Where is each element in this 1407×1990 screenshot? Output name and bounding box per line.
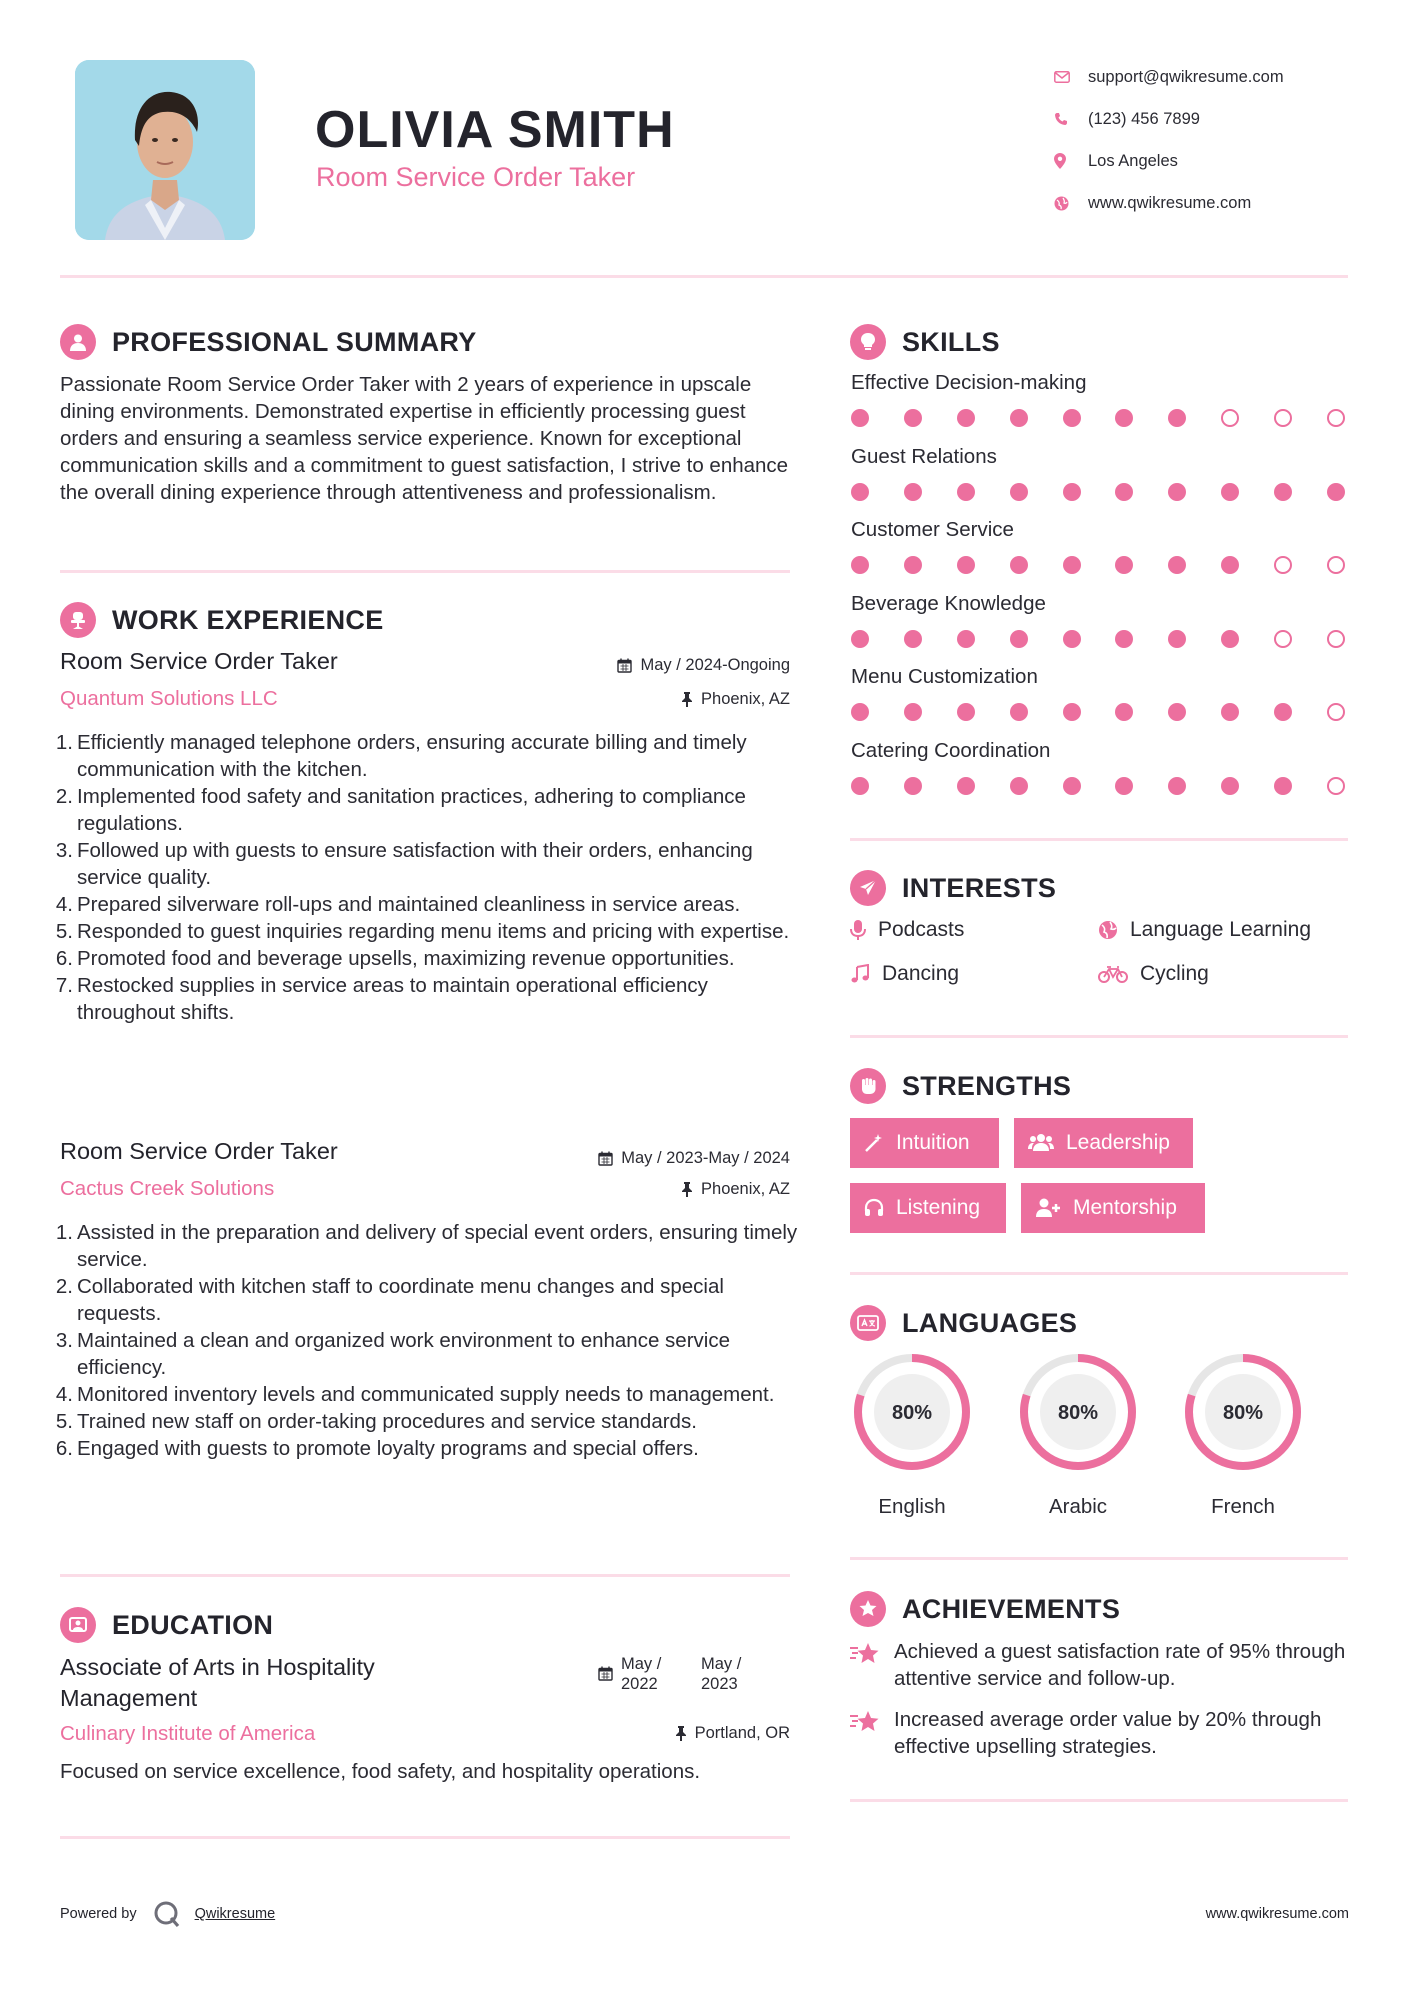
skills-heading bbox=[850, 324, 1000, 360]
rating-dot-filled bbox=[1221, 630, 1239, 648]
rating-dot-filled bbox=[1168, 777, 1186, 795]
summary-divider bbox=[60, 570, 790, 573]
skill-rating bbox=[851, 777, 1345, 795]
pushpin-icon bbox=[681, 1182, 693, 1197]
languages-list bbox=[850, 1350, 1350, 1520]
skill-name: Effective Decision-making bbox=[851, 371, 1087, 394]
skill-rating bbox=[851, 556, 1345, 574]
envelope-icon bbox=[1052, 71, 1088, 83]
rating-dot-empty bbox=[1327, 630, 1345, 648]
strengths-title: STRENGTHS bbox=[902, 1070, 1072, 1101]
interest-dancing: Dancing bbox=[850, 962, 959, 986]
rating-dot-filled bbox=[1063, 409, 1081, 427]
list-item: 5. Responded to guest inquiries regarding menu items and pricing with expertise. bbox=[55, 920, 790, 943]
rating-dot-empty bbox=[1274, 409, 1292, 427]
skill-row bbox=[851, 592, 1351, 666]
language-item bbox=[850, 1350, 974, 1519]
contact-website-text: www.qwikresume.com bbox=[1088, 193, 1252, 212]
education-end: May / 2023 bbox=[701, 1655, 742, 1693]
language-progress-ring bbox=[1181, 1350, 1305, 1474]
pushpin-icon bbox=[681, 692, 693, 707]
rating-dot-filled bbox=[1115, 630, 1133, 648]
job-2-list bbox=[55, 1219, 800, 1462]
calendar-icon bbox=[598, 1151, 613, 1166]
rating-dot-filled bbox=[1327, 483, 1345, 501]
rating-dot-filled bbox=[957, 703, 975, 721]
translate-icon bbox=[850, 1305, 886, 1341]
contact-email[interactable] bbox=[1052, 56, 1352, 98]
footer-powered bbox=[60, 1900, 275, 1928]
magic-wand-icon bbox=[864, 1133, 884, 1153]
rating-dot-filled bbox=[1010, 409, 1028, 427]
rating-dot-filled bbox=[1221, 556, 1239, 574]
rating-dot-filled bbox=[851, 409, 869, 427]
contact-list bbox=[1052, 56, 1352, 224]
strength-tag-intuition: Intuition bbox=[850, 1118, 999, 1168]
rating-dot-filled bbox=[1274, 483, 1292, 501]
rating-dot-filled bbox=[957, 777, 975, 795]
skill-rating bbox=[851, 630, 1345, 648]
rating-dot-filled bbox=[904, 556, 922, 574]
rating-dot-filled bbox=[1221, 483, 1239, 501]
skills-title: SKILLS bbox=[902, 326, 1000, 357]
achievement-item-1: Achieved a guest satisfaction rate of 95% through attentive service and follow-up. bbox=[850, 1638, 1350, 1692]
rating-dot-filled bbox=[1063, 483, 1081, 501]
rating-dot-filled bbox=[904, 483, 922, 501]
pushpin-icon bbox=[675, 1726, 687, 1741]
summary-text: Passionate Room Service Order Taker with 2 years of experience in upscale dining environments. Demonstrated expertise in efficiently processing guest orders and ensuring a seamless service experience. Known for exceptional communication skills and a commitment to guest satisfaction, I strive to enhance the overall dining experience through attentiveness and professionalism. bbox=[60, 373, 789, 504]
education-location bbox=[560, 1724, 790, 1743]
globe-icon bbox=[1098, 920, 1118, 940]
skill-name: Beverage Knowledge bbox=[851, 591, 1046, 615]
job-2-location bbox=[560, 1180, 790, 1199]
rating-dot-filled bbox=[957, 409, 975, 427]
language-percent: 80% bbox=[891, 1402, 933, 1424]
achievements-divider bbox=[850, 1799, 1348, 1802]
interests-title: INTERESTS bbox=[902, 872, 1057, 903]
fist-icon bbox=[850, 1068, 886, 1104]
rating-dot-filled bbox=[1010, 483, 1028, 501]
skills-list bbox=[851, 371, 1351, 812]
interest-language-learning: Language Learning bbox=[1098, 918, 1311, 942]
summary-title: PROFESSIONAL SUMMARY bbox=[112, 326, 477, 357]
user-icon bbox=[60, 324, 96, 360]
rating-dot-filled bbox=[1115, 777, 1133, 795]
rating-dot-filled bbox=[904, 777, 922, 795]
contact-phone-text: (123) 456 7899 bbox=[1088, 109, 1200, 128]
strength-tag-mentorship: Mentorship bbox=[1021, 1183, 1205, 1233]
interests-divider bbox=[850, 1035, 1348, 1038]
education-school: Culinary Institute of America bbox=[60, 1722, 316, 1745]
rating-dot-filled bbox=[1221, 777, 1239, 795]
contact-phone[interactable] bbox=[1052, 98, 1352, 140]
job-1-list bbox=[55, 729, 795, 1026]
skill-rating bbox=[851, 703, 1345, 721]
strength-tag-leadership: Leadership bbox=[1014, 1118, 1193, 1168]
languages-divider bbox=[850, 1557, 1348, 1560]
rating-dot-filled bbox=[957, 630, 975, 648]
language-percent: 80% bbox=[1057, 1402, 1099, 1424]
rating-dot-empty bbox=[1327, 409, 1345, 427]
job-2-company: Cactus Creek Solutions bbox=[60, 1177, 275, 1200]
skill-row bbox=[851, 371, 1351, 445]
chair-icon bbox=[60, 602, 96, 638]
list-item: 2. Collaborated with kitchen staff to coordinate menu changes and special requests. bbox=[55, 1275, 724, 1325]
calendar-icon bbox=[617, 658, 632, 673]
star-ribbon-icon bbox=[850, 1710, 880, 1734]
rating-dot-filled bbox=[851, 483, 869, 501]
rating-dot-empty bbox=[1327, 703, 1345, 721]
list-item: 1. Efficiently managed telephone orders, ensuring accurate billing and timely communication with the kitchen. bbox=[55, 731, 747, 781]
job-1-location-text: Phoenix, AZ bbox=[701, 690, 790, 708]
achievement-item-2: Increased average order value by 20% through effective upselling strategies. bbox=[850, 1706, 1350, 1760]
skill-rating bbox=[851, 483, 1345, 501]
skill-rating bbox=[851, 409, 1345, 427]
footer-url[interactable]: www.qwikresume.com bbox=[1205, 1906, 1349, 1922]
experience-heading bbox=[60, 602, 384, 638]
rating-dot-empty bbox=[1274, 556, 1292, 574]
list-item: 2. Implemented food safety and sanitation practices, adhering to compliance regulations. bbox=[55, 785, 746, 835]
candidate-role: Room Service Order Taker bbox=[316, 162, 636, 192]
contact-website[interactable] bbox=[1052, 182, 1352, 224]
skill-name: Menu Customization bbox=[851, 665, 1038, 688]
headphones-icon bbox=[864, 1198, 884, 1218]
education-title: EDUCATION bbox=[112, 1609, 274, 1640]
education-start: May / 2022 bbox=[621, 1655, 662, 1693]
languages-title: LANGUAGES bbox=[902, 1307, 1078, 1338]
job-2-location-text: Phoenix, AZ bbox=[701, 1180, 790, 1198]
strength-tag-listening: Listening bbox=[850, 1183, 1006, 1233]
skill-row bbox=[851, 445, 1351, 519]
strengths-divider bbox=[850, 1272, 1348, 1275]
rating-dot-filled bbox=[1115, 703, 1133, 721]
achievements-title: ACHIEVEMENTS bbox=[902, 1593, 1121, 1624]
strengths-heading bbox=[850, 1068, 1071, 1104]
rating-dot-filled bbox=[1168, 703, 1186, 721]
music-note-icon bbox=[850, 964, 870, 984]
rating-dot-filled bbox=[1063, 703, 1081, 721]
education-heading bbox=[60, 1607, 273, 1643]
language-name: French bbox=[1211, 1495, 1275, 1518]
contact-location bbox=[1052, 140, 1352, 182]
rating-dot-filled bbox=[1274, 703, 1292, 721]
rating-dot-filled bbox=[957, 483, 975, 501]
language-item bbox=[1016, 1350, 1140, 1519]
qwikresume-link[interactable]: Qwikresume bbox=[194, 1906, 276, 1922]
education-degree: Associate of Arts in Hospitality Management bbox=[60, 1654, 375, 1711]
education-dates bbox=[598, 1654, 751, 1694]
interest-podcasts: Podcasts bbox=[850, 918, 964, 942]
rating-dot-empty bbox=[1274, 630, 1292, 648]
rating-dot-filled bbox=[1115, 483, 1133, 501]
list-item: 7. Restocked supplies in service areas to maintain operational efficiency throughout shifts. bbox=[55, 974, 708, 1024]
map-pin-icon bbox=[1052, 153, 1088, 169]
rating-dot-filled bbox=[1168, 409, 1186, 427]
rating-dot-filled bbox=[1168, 556, 1186, 574]
candidate-name: OLIVIA SMITH bbox=[315, 101, 675, 159]
job-2-title: Room Service Order Taker bbox=[60, 1138, 338, 1164]
skill-row bbox=[851, 739, 1351, 813]
rating-dot-filled bbox=[1115, 409, 1133, 427]
experience-divider bbox=[60, 1574, 790, 1577]
language-percent: 80% bbox=[1222, 1402, 1264, 1424]
list-item: 6. Engaged with guests to promote loyalty programs and special offers. bbox=[55, 1437, 699, 1460]
rating-dot-filled bbox=[851, 703, 869, 721]
rating-dot-empty bbox=[1327, 777, 1345, 795]
language-name: Arabic bbox=[1048, 1495, 1108, 1518]
job-1-title: Room Service Order Taker bbox=[60, 648, 338, 674]
graduation-icon bbox=[60, 1607, 96, 1643]
job-1-location bbox=[560, 690, 790, 709]
skill-name: Catering Coordination bbox=[851, 738, 1051, 762]
skills-divider bbox=[850, 838, 1348, 841]
list-item: 5. Trained new staff on order-taking procedures and service standards. bbox=[55, 1410, 697, 1433]
phone-icon bbox=[1052, 112, 1088, 126]
rating-dot-filled bbox=[1063, 630, 1081, 648]
skill-row bbox=[851, 518, 1351, 592]
contact-email-text: support@qwikresume.com bbox=[1088, 67, 1284, 86]
education-description: Focused on service excellence, food safety, and hospitality operations. bbox=[60, 1760, 701, 1783]
education-location-text: Portland, OR bbox=[694, 1724, 790, 1742]
job-1-company: Quantum Solutions LLC bbox=[60, 687, 278, 710]
skill-name: Guest Relations bbox=[851, 444, 997, 468]
list-item: 3. Maintained a clean and organized work environment to enhance service efficiency. bbox=[55, 1329, 730, 1379]
rating-dot-filled bbox=[904, 630, 922, 648]
globe-icon bbox=[1052, 196, 1088, 211]
interest-cycling: Cycling bbox=[1098, 962, 1209, 986]
rating-dot-filled bbox=[851, 556, 869, 574]
education-divider bbox=[60, 1836, 790, 1839]
user-plus-icon bbox=[1035, 1198, 1061, 1218]
rating-dot-filled bbox=[1010, 777, 1028, 795]
job-2-dates-text: May / 2023-May / 2024 bbox=[621, 1149, 790, 1167]
rating-dot-filled bbox=[851, 777, 869, 795]
list-item: 1. Assisted in the preparation and delivery of special event orders, ensuring timely service. bbox=[55, 1221, 798, 1271]
list-item: 6. Promoted food and beverage upsells, maximizing revenue opportunities. bbox=[55, 947, 735, 970]
rating-dot-filled bbox=[1010, 630, 1028, 648]
header-divider bbox=[60, 275, 1348, 278]
rating-dot-filled bbox=[1063, 777, 1081, 795]
experience-title: WORK EXPERIENCE bbox=[112, 604, 384, 635]
rating-dot-filled bbox=[1115, 556, 1133, 574]
star-ribbon-icon bbox=[850, 1642, 880, 1666]
lightbulb-icon bbox=[850, 324, 886, 360]
users-icon bbox=[1028, 1133, 1054, 1153]
paper-plane-icon bbox=[850, 870, 886, 906]
language-name: English bbox=[878, 1495, 946, 1518]
microphone-icon bbox=[850, 919, 866, 941]
rating-dot-filled bbox=[1221, 703, 1239, 721]
medal-icon bbox=[850, 1591, 886, 1627]
job-2-dates bbox=[560, 1149, 790, 1168]
powered-by-text: Powered by bbox=[60, 1906, 137, 1922]
rating-dot-filled bbox=[1168, 630, 1186, 648]
list-item: 4. Monitored inventory levels and communicated supply needs to management. bbox=[55, 1383, 775, 1406]
profile-photo bbox=[75, 60, 255, 240]
rating-dot-filled bbox=[1063, 556, 1081, 574]
rating-dot-filled bbox=[851, 630, 869, 648]
rating-dot-filled bbox=[1168, 483, 1186, 501]
job-1-dates-text: May / 2024-Ongoing bbox=[640, 656, 790, 674]
rating-dot-empty bbox=[1327, 556, 1345, 574]
language-item bbox=[1181, 1350, 1305, 1519]
rating-dot-filled bbox=[904, 409, 922, 427]
contact-location-text: Los Angeles bbox=[1088, 151, 1178, 170]
rating-dot-filled bbox=[957, 556, 975, 574]
rating-dot-filled bbox=[1010, 703, 1028, 721]
list-item: 3. Followed up with guests to ensure satisfaction with their orders, enhancing service quality. bbox=[55, 839, 753, 889]
interests-heading bbox=[850, 870, 1056, 906]
bicycle-icon bbox=[1098, 964, 1128, 984]
qwikresume-logo-icon bbox=[153, 1900, 181, 1928]
rating-dot-filled bbox=[1274, 777, 1292, 795]
skill-name: Customer Service bbox=[851, 518, 1014, 541]
rating-dot-filled bbox=[904, 703, 922, 721]
languages-heading bbox=[850, 1305, 1077, 1341]
list-item: 4. Prepared silverware roll-ups and maintained cleanliness in service areas. bbox=[55, 893, 741, 916]
achievements-heading bbox=[850, 1591, 1120, 1627]
language-progress-ring bbox=[1016, 1350, 1140, 1474]
rating-dot-empty bbox=[1221, 409, 1239, 427]
calendar-icon bbox=[598, 1666, 613, 1681]
job-1-dates bbox=[560, 656, 790, 675]
language-progress-ring bbox=[850, 1350, 974, 1474]
skill-row bbox=[851, 665, 1351, 739]
rating-dot-filled bbox=[1010, 556, 1028, 574]
summary-heading bbox=[60, 324, 477, 360]
